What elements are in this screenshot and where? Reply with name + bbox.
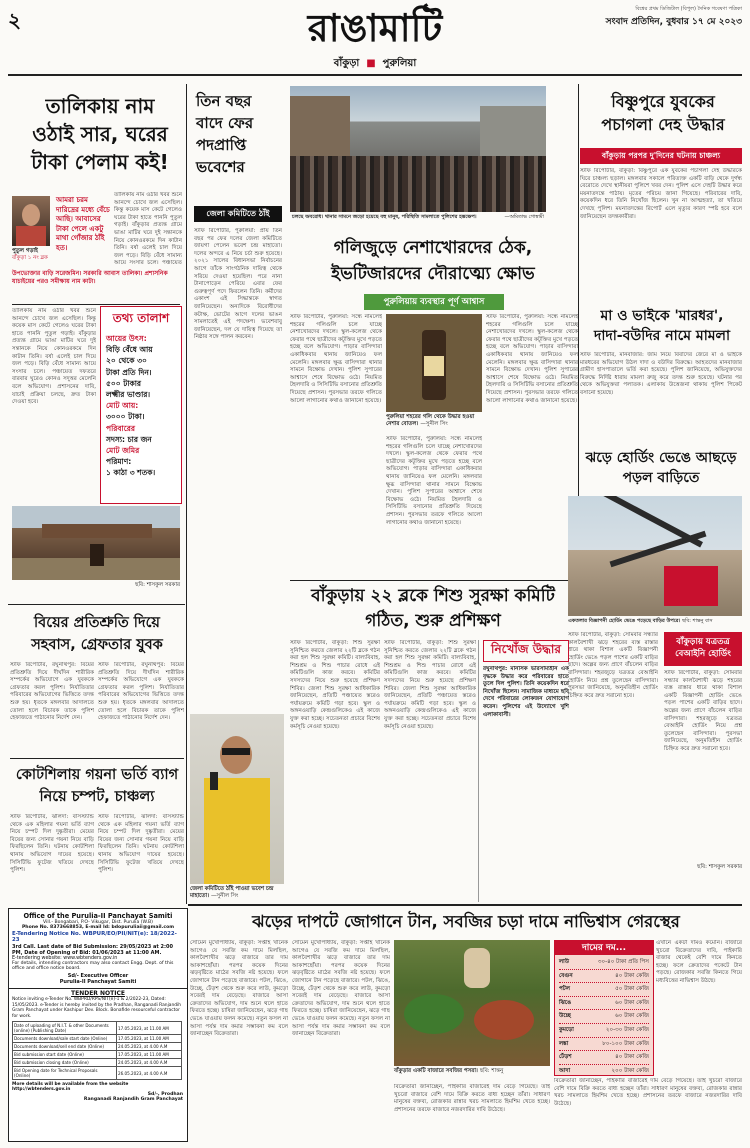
- notice-phone: Phone No. 8373668853, E-mail Id: bdopuruliaii@gmail.com: [21, 925, 175, 930]
- notice-sign2: Purulia-II Panchayat Samiti: [59, 979, 137, 985]
- story-wedding-body-2: স্টাফ রিপোর্টার, রঘুনাথপুর: বিয়ের প্রতিশ্রুতি দিয়ে দীর্ঘদিন শারীরিক সম্পর্কের অভিযোগে এক যুবককে গ্রেফতার করল পুলিশ। নির্যাতিতার পরিবারের অভিযোগের ভিত্তিতে তদন্ত শুরু হয়। ধৃতকে মঙ্গলবার আদালতে তোলা হলে বিচারক তাকে পুলিশ হেফাজতে পাঠানোর নির্দেশ দেন।: [98, 662, 184, 722]
- story-promotion-tag: জেলা কমিটিতে ঠাঁই: [194, 206, 282, 222]
- price-row: [559, 1065, 649, 1078]
- table-row: [13, 1067, 182, 1080]
- story-child-body-1: স্টাফ রিপোর্টার, বাঁকুড়া: শিশু সুরক্ষা সুনিশ্চিত করতে জেলার ২২টি ব্লকে গঠন করা হল শিশু সুরক্ষা কমিটি। বাল্যবিবাহ, শিশুশ্রম ও শিশু পাচার রোধে এই কমিটিগুলি কাজ করবে। কমিটির সদস্যদের নিয়ে শুরু হয়েছে প্রশিক্ষণ শিবির। জেলা শিশু সুরক্ষা আধিকারিক জানিয়েছেন, প্রতিটি পঞ্চায়েত স্তরেও পর্যায়ক্রমে কমিটি গড়া হবে। স্কুল ও অঙ্গনওয়াড়ি কেন্দ্রগুলিকেও এই কাজে যুক্ত করা হচ্ছে। সচেতনতা প্রচারে বিশেষ কর্মসূচি নেওয়া হয়েছে।: [290, 640, 380, 730]
- table-cell: Documents download/sale start date (Online): [13, 1035, 117, 1043]
- veg-caption-credit: ছবি: শান্তনু: [479, 1068, 504, 1074]
- price-value: ২০০ টাকা কেজি: [611, 1067, 649, 1074]
- bottle-photo: [386, 314, 482, 412]
- fact-box: [100, 306, 182, 504]
- tender2-table: [12, 1021, 182, 1080]
- bottle-caption-text: পুরুলিয়া শহরের গলি থেকে উদ্ধার হওয়া নেশার বোতল।: [386, 414, 475, 427]
- price-row: [559, 956, 649, 970]
- page-title: রাঙামাটি: [307, 6, 443, 50]
- story-traffic-headline-1: গলিজুড়ে নেশাখোরদের ঠেক,: [333, 238, 533, 258]
- price-item: আদা: [559, 1067, 571, 1074]
- fact-line: লক্ষ্মীর ভাণ্ডার।: [106, 390, 151, 400]
- masthead-rule: [8, 74, 742, 76]
- story-traffic-headline-2: ইভটিজারদের দৌরাত্ম্যে ক্ষোভ: [331, 264, 535, 284]
- column-rule: [186, 84, 187, 904]
- price-side-body: এখানে একটা দামও কমেনি। বাজারে খুচরো বিক্রেতাদের দাবি, পাইকারি বাজার থেকেই বেশি দামে কিনতে হচ্ছে। ফলে ক্রেতাদের পকেটে টান পড়ছে। রোজকার সবজি কিনতে গিয়ে মধ্যবিত্তের নাভিশ্বাস উঠছে।: [656, 940, 742, 984]
- story-list: [8, 84, 185, 609]
- price-value: ৬০ টাকা কেজি: [615, 1013, 649, 1020]
- politician-photo: [190, 714, 284, 884]
- story-list-lead: তালিকায় নাম ওঠার খবর শুনে আনন্দে চোখে জল এসেছিল। কিন্তু কয়েক মাস কেটে গেলেও ঘরের টাকা হাতে পাননি পুতুল গড়াই। বাঁকুড়ার প্রত্যন্ত গ্রামে ভাঙা মাটির ঘরে দুই সন্তানকে নিয়ে কোনওরকমে দিন কাটান তিনি। বর্ষা এলেই চাল দিয়ে জল পড়ে। বিড়ি বেঁধে সামান্য আয়ে সংসার চলে। পঞ্চায়েত: [114, 192, 182, 267]
- notice-details: For details, intending contractors may also contact Engg. Dept. of this office and office notice board.: [12, 961, 174, 971]
- story-missing-body: রঘুনাথপুর: মানসিক ভারসাম্যহীন এক বৃদ্ধকে উদ্ধার করে পরিবারের হাতে তুলে দিল পুলিশ। তিনি কয়েকদিন ধরে নিখোঁজ ছিলেন। সামাজিক মাধ্যমে ছবি দেখে পরিবারের লোকজন যোগাযোগ করেন। পুলিশের এই উদ্যোগে খুশি এলাকাবাসী।: [483, 666, 569, 718]
- crowd-building: [480, 106, 546, 160]
- veg-heap: [404, 994, 464, 1034]
- bottle-caption-credit: —সুনীল সিং: [420, 421, 448, 427]
- table-cell: 26.05.2023, at 4.00 A.M: [117, 1067, 182, 1080]
- fact-line: মোট জমির: [106, 446, 140, 456]
- politician-shirt: [204, 778, 270, 884]
- story-hoarding-headline: ঝড়ে হোর্ডিং ভেঙে আছড়ে পড়ল বাড়িতে: [585, 450, 737, 486]
- politician-glasses: [222, 748, 250, 755]
- story-jewellery-body-2: স্টাফ রিপোর্টার, ঝালদা: বাসস্ট্যান্ড থেকে এক মহিলার গয়না ভর্তি ব্যাগ নিয়ে চম্পট দিল দুষ্কৃতীরা। মেয়ের বিয়ের জন্য সোনার গয়না নিয়ে বাড়ি ফিরছিলেন তিনি। ঘটনায় কোটশিলা থানায় অভিযোগ দায়ের হয়েছে। সিসিটিভি ফুটেজ খতিয়ে দেখছে পুলিশ।: [98, 814, 184, 874]
- house-roof: [42, 524, 152, 538]
- story-veg-body-3: বিক্রেতারা জানাচ্ছেন, পাইকারি বাজারেই দাম বেড়ে গিয়েছে। তাই খুচরো বাজারে বেশি দামে বিক্রি করতে বাধ্য হচ্ছেন তাঁরা। সাধারণ মানুষের বক্তব্য, রোজকার রান্নার খরচ সামলাতে হিমশিম খেতে হচ্ছে। প্রশাসনের তরফে বাজারে নজরদারির দাবি উঠেছে।: [394, 1084, 550, 1113]
- tender2-body: Notice inviting e-Tender No. WBPRD/RPS/NIT(e)-1 & 2/2022-23, Dated: 15/05/2023. e-Tender is hereby invited by the Pradhan, Ranganadi Ranjandih Gram Panchayat under Kashipur Dev. Block. Bonafide resourceful contractor for work.: [12, 997, 182, 1019]
- notice-office: Office of the Purulia-II Panchayat Samiti: [23, 912, 173, 920]
- notice-tender: E-Tendering Notice No. WBPUR/EO/PII/NIT(e): 18/2022-23: [12, 931, 177, 943]
- price-value: ৬০ টাকা কেজি: [615, 999, 649, 1006]
- portrait-sub: বাঁকুড়া ১ নং ব্লক: [12, 255, 48, 261]
- story-case-body: স্টাফ রিপোর্টার, মানবাজার: জমি নিয়ে বিবাদের জেরে মা ও ভাইকে মারধরের অভিযোগ উঠল দাদা ও বউদির বিরুদ্ধে। আহতদের মানবাজার গ্রামীণ হাসপাতালে ভর্তি করা হয়েছে। পুলিশ জানিয়েছে, অভিযুক্তদের বিরুদ্ধে নির্দিষ্ট ধারায় মামলা রুজু করে তদন্ত শুরু হয়েছে। ঘটনার পর থেকে অভিযুক্তরা পলাতক। এলাকায় উত্তেজনা থাকায় পুলিশ পিকেট বসানো হয়েছে।: [580, 352, 742, 396]
- district-row: [290, 56, 460, 73]
- story-promotion: [190, 84, 286, 704]
- price-value: ২০-৩০ টাকা কেজি: [605, 1026, 649, 1033]
- portrait-name: পুতুল গড়াই: [12, 248, 38, 254]
- price-item: পটল: [559, 986, 571, 993]
- story-veg-headline: ঝড়ের দাপটে জোগানে টান, সবজির চড়া দামে নাভিশ্বাস গেরস্থের: [252, 912, 680, 931]
- table-cell: 17.05.2023, at 11.00 AM: [117, 1051, 182, 1059]
- notice-panel: [8, 908, 188, 1142]
- story-wedding-headline: বিয়ের প্রতিশ্রুতি দিয়ে সহবাস, গ্রেফতার যুবক: [31, 615, 163, 653]
- hoarding-caption-text: একতলার বিজ্ঞাপনী হোর্ডিং ভেঙে পড়েছে বাড়ির উপরে।: [568, 618, 681, 624]
- table-row: [13, 1022, 182, 1035]
- fact-box-title: তথ্য তালাশ: [112, 311, 170, 325]
- hoarding-caption-credit: ছবি: শান্তনু বাস: [682, 618, 713, 624]
- price-value: ৫০ টাকা কেজি: [615, 986, 649, 993]
- story-list-headline: তালিকায় নাম ওঠাই সার, ঘরের টাকা পেলাম কই!: [31, 94, 169, 174]
- story-hoarding-box: বাঁকুড়ায় যত্রতত্র বেআইনি হোর্ডিং: [664, 632, 742, 666]
- table-row: [13, 1035, 182, 1043]
- fact-line: ১ কাঠা ৩ শতক।: [106, 468, 156, 478]
- house-door: [90, 544, 104, 566]
- price-item: লাউ: [559, 959, 570, 965]
- table-cell: Documents download/sell end date (Online): [13, 1043, 117, 1051]
- bottle-caption: [386, 414, 482, 428]
- fact-line: ২০ থেকে ৩০: [106, 356, 147, 366]
- hoarding-photo: [568, 496, 742, 616]
- price-item: লঙ্কা: [559, 1040, 569, 1047]
- price-value: ৪০ টাকা কেজি: [615, 972, 649, 979]
- subhead-rule: [12, 304, 180, 305]
- story-traffic-body-2: স্টাফ রিপোর্টার, পুরুলিয়া: সন্ধে নামলেই শহরের গলিগুলি চলে যাচ্ছে নেশাখোরদের দখলে। স্কুল-কলেজ থেকে ফেরার পথে ছাত্রীদের কটূক্তির মুখে পড়তে হচ্ছে বলে অভিযোগ। পাড়ার বাসিন্দারা একাধিকবার থানায় জানিয়েও ফল মেলেনি। মঙ্গলবার ক্ষুব্ধ বাসিন্দারা থানার সামনে বিক্ষোভ দেখান। পুলিশ সুপারের আশ্বাসে শেষে বিক্ষোভ ওঠে। নিয়মিত টহলদারি ও সিসিটিভি বসানোর প্রতিশ্রুতি দিয়েছে প্রশাসন। পুরসভার তরফে গলিতে আলো লাগানোর কথাও জানানো হয়েছে।: [386, 436, 482, 526]
- story-missing-headline: নিখোঁজ উদ্ধার: [483, 640, 569, 662]
- crowd-photo-caption: [292, 214, 544, 222]
- table-cell: 17.05.2023, at 11.00 AM: [117, 1035, 182, 1043]
- story-missing: [478, 640, 569, 902]
- story-hoarding-byline: ছবি: শাসকুল সরকার: [697, 864, 742, 870]
- fact-line: পরিবারের: [106, 423, 135, 433]
- story-list-body: তালিকায় নাম ওঠার খবর শুনে আনন্দে চোখে জল এসেছিল। কিন্তু কয়েক মাস কেটে গেলেও ঘরের টাকা হাতে পাননি পুতুল গড়াই। বাঁকুড়ার প্রত্যন্ত গ্রামে ভাঙা মাটির ঘরে দুই সন্তানকে নিয়ে কোনওরকমে দিন কাটান তিনি। বর্ষা এলেই চাল দিয়ে জল পড়ে। বিড়ি বেঁধে সামান্য আয়ে সংসার চলে। পঞ্চায়েত দফতরে বারবার ঘুরেও কোনও সদুত্তর মেলেনি বলে অভিযোগ। প্রশাসনের দাবি, যাচাই প্রক্রিয়া চলছে, দ্রুত টাকা দেওয়া হবে।: [12, 308, 96, 406]
- story-hoarding-body-2: স্টাফ রিপোর্টার, বাঁকুড়া: সোমবার সন্ধ্যার কালবৈশাখী ঝড়ে শহরের ব্যস্ত রাস্তার ধারে থাকা বিশাল একটি বিজ্ঞাপনী হোর্ডিং ভেঙে পড়ল পাশের একটি বাড়ির ছাদে। অল্পের জন্য প্রাণে বাঁচলেন বাড়ির বাসিন্দারা। শহরজুড়ে যত্রতত্র বেআইনি হোর্ডিং নিয়ে প্রশ্ন তুলেছেন বাসিন্দারা। পুরসভা জানিয়েছে, অনুমতিহীন হোর্ডিং চিহ্নিত করে দ্রুত সরানো হবে।: [664, 670, 742, 752]
- politician-caption: [190, 886, 284, 900]
- date-line: সংবাদ প্রতিদিন, বুধবার ১৭ মে ২০২৩: [605, 17, 742, 27]
- price-item: ঝিঙে: [559, 999, 572, 1006]
- story-body-text: স্টাফ রিপোর্টার, বাঁকুড়া: বিষ্ণুপুরে এক যুবকের পচাগলা দেহ উদ্ধারকে ঘিরে চাঞ্চল্য ছড়াল। মঙ্গলবার সকালে পরিত্যক্ত একটি বাড়ি থেকে দুর্গন্ধ বেরোতে দেখে স্থানীয়রা পুলিশে খবর দেন। পুলিশ এসে দেহটি উদ্ধার করে ময়নাতদন্তে পাঠায়। মৃতের পরিচয় জানা গিয়েছে। পরিবারের দাবি, কয়েকদিন ধরে তিনি নিখোঁজ ছিলেন। খুন না আত্মহত্যা, তা খতিয়ে দেখছে পুলিশ। ময়নাতদন্তের রিপোর্ট এলে মৃত্যুর কারণ স্পষ্ট হবে বলে জানিয়েছেন তদন্তকারীরা।: [580, 168, 742, 220]
- story-jewellery-headline: কোটশিলায় গয়না ভর্তি ব্যাগ নিয়ে চম্পট, চাঞ্চল্য: [15, 767, 179, 805]
- fact-line: পরিমাণ:: [106, 457, 132, 467]
- politician-caption-text: জেলা কমিটিতে ঠাঁই পাওয়া ভবেশ চন্দ্র মাহাতো।: [190, 886, 274, 899]
- politician-caption-credit: —সুনীল সিং: [210, 893, 239, 899]
- table-row: [13, 1043, 182, 1051]
- notice-website: E-tendering website: www.wbtenders.gov.in: [12, 956, 118, 961]
- price-row: [559, 1051, 649, 1065]
- story-jewellery-body: স্টাফ রিপোর্টার, ঝালদা: বাসস্ট্যান্ড থেকে এক মহিলার গয়না ভর্তি ব্যাগ নিয়ে চম্পট দিল দুষ্কৃতীরা। মেয়ের বিয়ের জন্য সোনার গয়না নিয়ে বাড়ি ফিরছিলেন তিনি। ঘটনায় কোটশিলা থানায় অভিযোগ দায়ের হয়েছে। সিসিটিভি ফুটেজ খতিয়ে দেখছে পুলিশ।: [10, 814, 94, 874]
- fact-box-lines: [101, 333, 181, 479]
- price-row: [559, 997, 649, 1011]
- veg-vendor: [464, 948, 490, 988]
- story-hoarding-body: স্টাফ রিপোর্টার, বাঁকুড়া: সোমবার সন্ধ্যার কালবৈশাখী ঝড়ে শহরের ব্যস্ত রাস্তার ধারে থাকা বিশাল একটি বিজ্ঞাপনী হোর্ডিং ভেঙে পড়ল পাশের একটি বাড়ির ছাদে। অল্পের জন্য প্রাণে বাঁচলেন বাড়ির বাসিন্দারা। শহরজুড়ে যত্রতত্র বেআইনি হোর্ডিং নিয়ে প্রশ্ন তুলেছেন বাসিন্দারা। পুরসভা জানিয়েছে, অনুমতিহীন হোর্ডিং চিহ্নিত করে দ্রুত সরানো হবে।: [568, 632, 658, 699]
- tender2-sign2: Ranganadi Ranjandih Gram Panchayat: [83, 1097, 183, 1103]
- page-number: ২: [8, 8, 22, 32]
- table-row: [13, 1051, 182, 1059]
- story-list-subhead: উপভোক্তার বাড়ি সরেজমিন। সরকারি আবাস তালিকা। প্রশাসনিক যাচাইয়ের পরও সমীক্ষায় নাম কাটা।: [12, 270, 168, 285]
- house-photo-credit: ছবি: শাসকুল সরকার: [135, 582, 180, 588]
- portrait-sari: [16, 226, 46, 246]
- bottle-label: [424, 356, 444, 376]
- fact-line: বিড়ি বেঁধে আয়: [106, 345, 153, 355]
- price-row: [559, 1010, 649, 1024]
- hoarding-frame: [610, 531, 707, 568]
- notice-address: Vill.- Bongabari, P.O- Vikugar, Dist. Purulia (W.B): [43, 920, 153, 925]
- fact-line: ৫০০ টাকার: [106, 378, 142, 388]
- story-veg-body-2: সৌমেন মুখোপাধ্যায়, বাঁকুড়া: সপ্তাহ খানেক আগেও যে সবজি কম দামে মিলছিল, কালবৈশাখীর ঝড়ে বাজারে তার দাম আকাশছোঁয়া। পরপর কয়েক দিনের ঝড়বৃষ্টিতে মাঠের সবজি নষ্ট হয়েছে। ফলে জোগানে টান পড়েছে বাজারে। পটল, ঝিঙে, উচ্ছে, ঢেঁড়শ থেকে শুরু করে লাউ, কুমড়ো সবেরই দাম বেড়েছে। বাজারে আসা ক্রেতাদের অভিযোগ, দাম শুনে থলে হাতে ফিরতে হচ্ছে। চাষিরা জানিয়েছেন, ঝড়ে গাছ ভেঙে যাওয়ায় ফলন কমেছে। নতুন ফসল না আসা পর্যন্ত দাম কমার সম্ভাবনা কম বলে জানাচ্ছেন বিক্রেতারা।: [292, 940, 390, 1038]
- price-item: ঢেঁড়শ: [559, 1054, 572, 1061]
- crowd-people: [290, 156, 546, 212]
- price-row: [559, 1024, 649, 1038]
- tender2-title: TENDER NOTICE: [71, 990, 125, 997]
- edition-line: বিশ্বের প্রথম ডিজিটাল (বিপুল) দৈনিক গবেষণা পত্রিকা: [635, 6, 742, 12]
- table-cell: Bid Opening date for Technical Proposals (Online): [13, 1067, 117, 1080]
- politician-mic: [210, 772, 218, 790]
- price-item: বেগুন: [559, 972, 573, 979]
- hoarding-caption: [568, 618, 742, 626]
- story-list-bottom-rule: [8, 604, 185, 605]
- politician-head: [220, 736, 252, 774]
- price-box-title: দামের দম...: [555, 941, 653, 955]
- price-value: ৪০ টাকা কেজি: [615, 1054, 649, 1061]
- portrait-face: [22, 204, 40, 226]
- table-cell: 24.05.2023, at 4.00 A.M: [117, 1043, 182, 1051]
- tender2-footer: More details will be available from the website http://wbtenders.gov.in: [12, 1082, 129, 1093]
- story-traffic-bar: পুরুলিয়ায় ব্যবস্থার পূর্ণ আশ্বাস: [364, 294, 504, 310]
- hoarding-board: [664, 566, 718, 606]
- table-cell: Bid submission start date (Online): [13, 1051, 117, 1059]
- portrait-caption: [12, 248, 56, 262]
- price-item: উচ্ছে: [559, 1013, 571, 1020]
- price-value: ৮০-১০০ টাকা কেজি: [602, 1040, 649, 1047]
- story-body-found: [580, 84, 742, 304]
- story-case-headline: মা ও ভাইকে 'মারধর', দাদা-বউদির নামে মামলা: [593, 308, 731, 344]
- table-row: [13, 1059, 182, 1067]
- fact-line: ৩০০০ টাকা।: [106, 412, 145, 422]
- wedding-rule: [10, 758, 184, 759]
- crowd-caption-credit: —অমিতাভ গোস্বামী: [504, 214, 544, 220]
- story-child-headline: বাঁকুড়ায় ২২ ব্লকে শিশু সুরক্ষা কমিটি গঠিত, শুরু প্রশিক্ষণ: [311, 586, 555, 631]
- fact-line: আয়ের উৎস:: [106, 334, 147, 343]
- fact-line: টাকা প্রতি দিন।: [106, 367, 152, 377]
- lower-rule: [188, 904, 742, 906]
- story-traffic-body-1: স্টাফ রিপোর্টার, পুরুলিয়া: সন্ধে নামলেই শহরের গলিগুলি চলে যাচ্ছে নেশাখোরদের দখলে। স্কুল-কলেজ থেকে ফেরার পথে ছাত্রীদের কটূক্তির মুখে পড়তে হচ্ছে বলে অভিযোগ। পাড়ার বাসিন্দারা একাধিকবার থানায় জানিয়েও ফল মেলেনি। মঙ্গলবার ক্ষুব্ধ বাসিন্দারা থানার সামনে বিক্ষোভ দেখান। পুলিশ সুপারের আশ্বাসে শেষে বিক্ষোভ ওঠে। নিয়মিত টহলদারি ও সিসিটিভি বসানোর প্রতিশ্রুতি দিয়েছে প্রশাসন। পুরসভার তরফে গলিতে আলো লাগানোর কথাও জানানো হয়েছে।: [290, 314, 382, 404]
- table-cell: Bid submission closing date (Online): [13, 1059, 117, 1067]
- pullquote: আমরা চরম দারিদ্রের মধ্যে বেঁচে আছি। আবাসের টাকা পেলে একটু মাথা গোঁজার ঠাঁই হত।: [56, 196, 110, 252]
- crowd-building: [290, 96, 350, 156]
- story-promotion-headline: তিন বছর বাদে ফের পদপ্রাপ্তি ভবেশের: [196, 92, 254, 176]
- district-left: বাঁকুড়া: [333, 58, 360, 69]
- notice-sign1: Sd/- Executive Officer: [67, 973, 129, 979]
- price-list: [555, 955, 653, 1078]
- story-veg-body-4: বিক্রেতারা জানাচ্ছেন, পাইকারি বাজারেই দাম বেড়ে গিয়েছে। তাই খুচরো বাজারে বেশি দামে বিক্রি করতে বাধ্য হচ্ছেন তাঁরা। সাধারণ মানুষের বক্তব্য, রোজকার রান্নার খরচ সামলাতে হিমশিম খেতে হচ্ছে। প্রশাসনের তরফে বাজারে নজরদারির দাবি উঠেছে।: [554, 1078, 742, 1107]
- story-body-bar: বাঁকুড়ায় পরপর দু'দিনের ঘটনায় চাঞ্চল্য: [580, 148, 742, 164]
- veg-photo: [394, 940, 550, 1066]
- price-box: [554, 940, 654, 1076]
- story-traffic-body-3: স্টাফ রিপোর্টার, পুরুলিয়া: সন্ধে নামলেই শহরের গলিগুলি চলে যাচ্ছে নেশাখোরদের দখলে। স্কুল-কলেজ থেকে ফেরার পথে ছাত্রীদের কটূক্তির মুখে পড়তে হচ্ছে বলে অভিযোগ। পাড়ার বাসিন্দারা একাধিকবার থানায় জানিয়েও ফল মেলেনি। মঙ্গলবার ক্ষুব্ধ বাসিন্দারা থানার সামনে বিক্ষোভ দেখান। পুলিশ সুপারের আশ্বাসে শেষে বিক্ষোভ ওঠে। নিয়মিত টহলদারি ও সিসিটিভি বসানোর প্রতিশ্রুতি দিয়েছে প্রশাসন। পুরসভার তরফে গলিতে আলো লাগানোর কথাও জানানো হয়েছে।: [486, 314, 578, 404]
- bottle-shape: [422, 330, 446, 400]
- story-list-house-photo: [12, 506, 180, 580]
- story-child-body-2: স্টাফ রিপোর্টার, বাঁকুড়া: শিশু সুরক্ষা সুনিশ্চিত করতে জেলার ২২টি ব্লকে গঠন করা হল শিশু সুরক্ষা কমিটি। বাল্যবিবাহ, শিশুশ্রম ও শিশু পাচার রোধে এই কমিটিগুলি কাজ করবে। কমিটির সদস্যদের নিয়ে শুরু হয়েছে প্রশিক্ষণ শিবির। জেলা শিশু সুরক্ষা আধিকারিক জানিয়েছেন, প্রতিটি পঞ্চায়েত স্তরেও পর্যায়ক্রমে কমিটি গড়া হবে। স্কুল ও অঙ্গনওয়াড়ি কেন্দ্রগুলিকেও এই কাজে যুক্ত করা হচ্ছে। সচেতনতা প্রচারে বিশেষ কর্মসূচি নেওয়া হয়েছে।: [384, 640, 476, 730]
- veg-heap: [474, 1000, 534, 1040]
- notice-divider: [9, 988, 187, 989]
- table-cell: 24.05.2023, at 4.00 A.M: [117, 1059, 182, 1067]
- table-cell: Date of uploading of N.I.T. & other Documents (online) (Publishing Date): [13, 1022, 117, 1035]
- district-separator: ■: [362, 58, 380, 69]
- story-wedding-body: স্টাফ রিপোর্টার, রঘুনাথপুর: বিয়ের প্রতিশ্রুতি দিয়ে দীর্ঘদিন শারীরিক সম্পর্কের অভিযোগে এক যুবককে গ্রেফতার করল পুলিশ। নির্যাতিতার পরিবারের অভিযোগের ভিত্তিতে তদন্ত শুরু হয়। ধৃতকে মঙ্গলবার আদালতে তোলা হলে বিচারক তাকে পুলিশ হেফাজতে পাঠানোর নির্দেশ দেন।: [10, 662, 94, 722]
- fact-line: মোট আয়:: [106, 401, 139, 411]
- masthead: [0, 0, 750, 84]
- price-row: [559, 983, 649, 997]
- centre-rule: [290, 580, 576, 581]
- notice-dates: 3rd Call. Last date of Bid Submission: 29/05/2023 at 2:00 PM, Date of Opening of Bid: 01/06/2023 at 11:00 AM.: [12, 944, 173, 956]
- crowd-caption-text: চলছে অবরোধ। থানার সামনে জড়ো হয়েছে বহু মানুষ, পরিস্থিতি সামলাতে পুলিশের হস্তক্ষেপ।: [292, 214, 477, 220]
- story-veg-body-1: সৌমেন মুখোপাধ্যায়, বাঁকুড়া: সপ্তাহ খানেক আগেও যে সবজি কম দামে মিলছিল, কালবৈশাখীর ঝড়ে বাজারে তার দাম আকাশছোঁয়া। পরপর কয়েক দিনের ঝড়বৃষ্টিতে মাঠের সবজি নষ্ট হয়েছে। ফলে জোগানে টান পড়েছে বাজারে। পটল, ঝিঙে, উচ্ছে, ঢেঁড়শ থেকে শুরু করে লাউ, কুমড়ো সবেরই দাম বেড়েছে। বাজারে আসা ক্রেতাদের অভিযোগ, দাম শুনে থলে হাতে ফিরতে হচ্ছে। চাষিরা জানিয়েছেন, ঝড়ে গাছ ভেঙে যাওয়ায় ফলন কমেছে। নতুন ফসল না আসা পর্যন্ত দাম কমার সম্ভাবনা কম বলে জানাচ্ছেন বিক্রেতারা।: [190, 940, 288, 1038]
- crowd-photo: [290, 86, 546, 212]
- price-item: কুমড়ো: [559, 1026, 574, 1033]
- story-body-headline: বিষ্ণুপুরে যুবকের পচাগলা দেহ উদ্ধার: [601, 92, 725, 134]
- veg-caption-text: বাঁকুড়ার একটি বাজারে সবজির পসরা।: [394, 1068, 478, 1074]
- tender2-sign1: Sd/-, Prodhan: [147, 1092, 183, 1098]
- price-value: ৩০-৪০ টাকা প্রতি পিস: [597, 959, 649, 965]
- story-list-portrait: [12, 196, 50, 246]
- story-promotion-body: স্টাফ রিপোর্টার, পুরুলিয়া: প্রায় তিন বছর পর ফের দলের জেলা কমিটিতে জায়গা পেলেন ভবেশ চন্দ্র মাহাতো। দলের অন্দরে এ নিয়ে চর্চা শুরু হয়েছে। ২০২১ সালের বিধানসভা নির্বাচনের আগে তাঁকে সাংগঠনিক দায়িত্ব থেকে সরিয়ে দেওয়া হয়েছিল। পরে নানা টানাপোড়েন পেরিয়ে এবার ফের গুরুত্বপূর্ণ পদে ফিরলেন তিনি। কর্মীদের একাংশ এই সিদ্ধান্তকে স্বাগত জানিয়েছেন। অন্যদিকে বিরোধীদের কটাক্ষ, ভোটের আগে দলের ভাঙন সামলাতেই এই পদক্ষেপ। ভবেশবাবু জানিয়েছেন, দল যে দায়িত্ব দিয়েছে তা নিষ্ঠার সঙ্গে পালন করবেন।: [194, 228, 282, 341]
- price-row: [559, 970, 649, 984]
- veg-photo-caption: [394, 1068, 550, 1075]
- district-right: পুরুলিয়া: [382, 58, 417, 69]
- price-row: [559, 1038, 649, 1052]
- table-cell: 17.05.2023, at 11.00 AM: [117, 1022, 182, 1035]
- fact-line: সদস্য: চার জন: [106, 434, 152, 444]
